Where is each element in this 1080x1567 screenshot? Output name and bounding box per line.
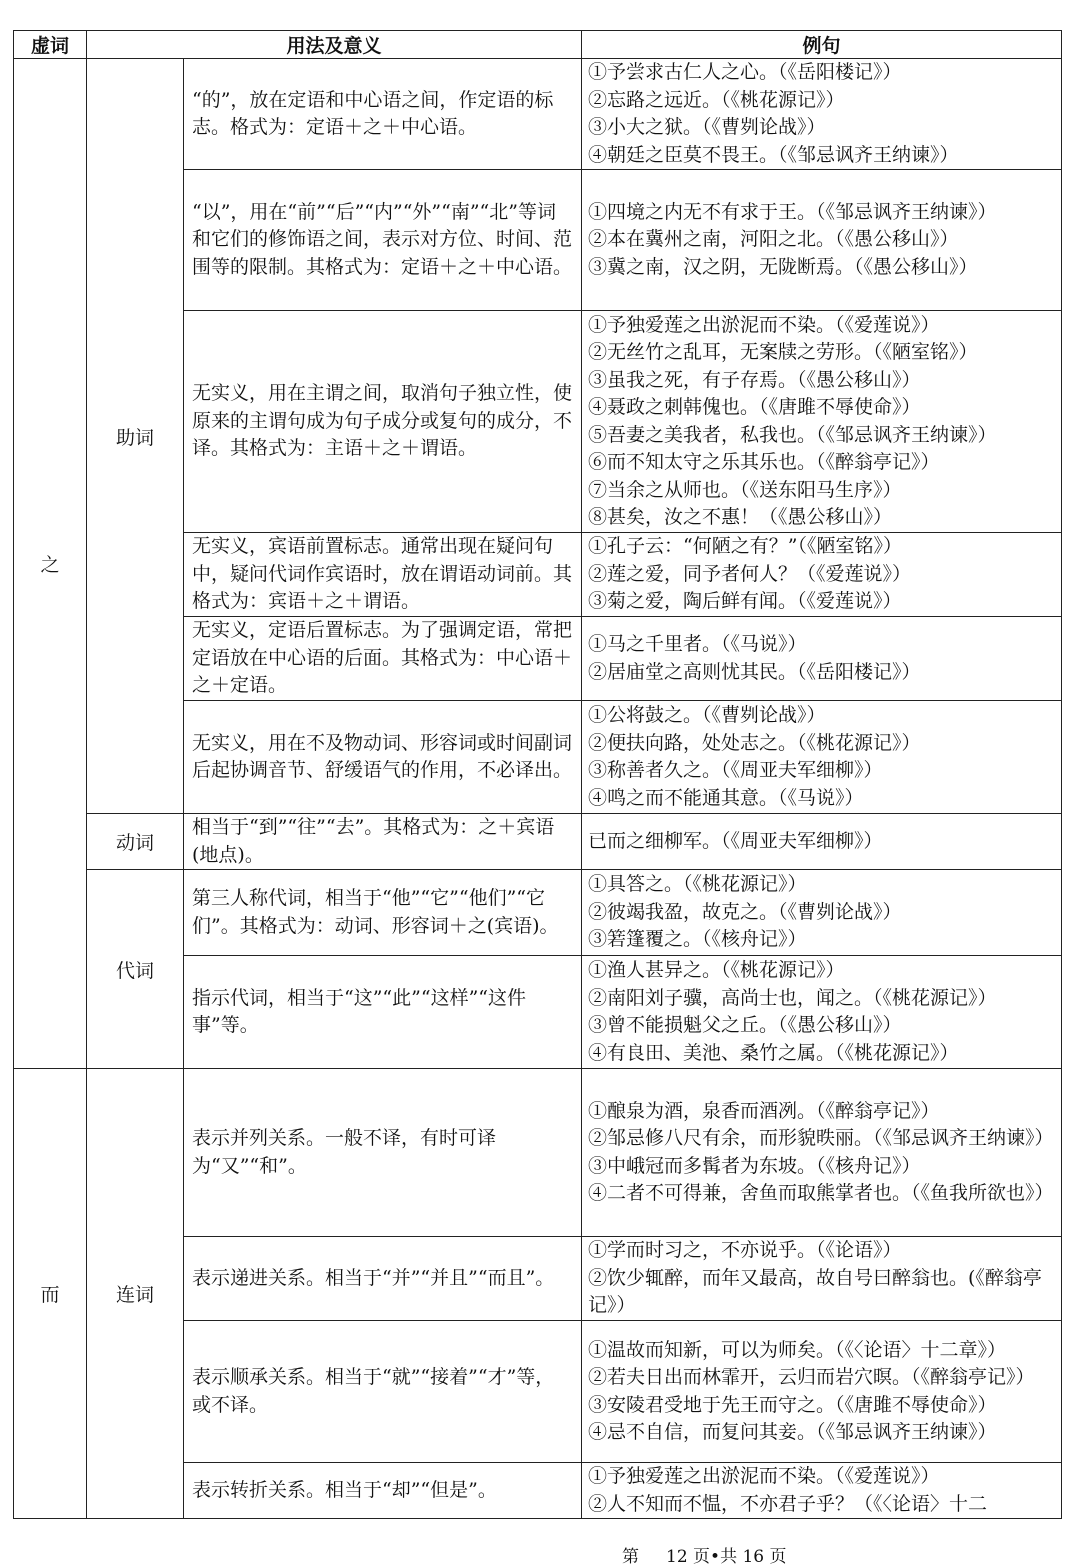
example-line: ③菊之爱，陶后鲜有闻。（《爱莲说》） — [588, 590, 902, 613]
examples-cell — [582, 59, 1062, 170]
example-line: ①孔子云：“何陋之有？”（《陋室铭》） — [588, 535, 902, 558]
example-line: ④二者不可得兼，舍鱼而取熊掌者也。（《鱼我所欲也》） — [588, 1182, 1054, 1204]
pos-lianci: 连词 — [87, 1069, 184, 1519]
example-line: ①予独爱莲之出淤泥而不染。（《爱莲说》） — [588, 1465, 940, 1487]
example-line: ①马之千里者。（《马说》） — [588, 633, 807, 655]
usage-cell: “以”，用在“前”“后”“内”“外”“南”“北”等词和它们的修饰语之间，表示对方位、时间、范围等的限制。其格式为：定语＋之＋中心语。 — [184, 170, 582, 311]
examples-cell — [582, 870, 1062, 956]
example-line: ④有良田、美池、桑竹之属。（《桃花源记》） — [588, 1041, 959, 1064]
example-line: ⑦当余之从师也。（《送东阳马生序》） — [588, 478, 902, 501]
usage-cell: 表示转折关系。相当于“却”“但是”。 — [184, 1463, 582, 1519]
example-line: ①温故而知新，可以为师矣。（《〈论语〉十二章》） — [588, 1338, 1007, 1361]
function-word-table — [13, 30, 1062, 1519]
examples-cell — [582, 1321, 1062, 1463]
example-line: ⑥而不知太守之乐其乐也。（《醉翁亭记》） — [588, 451, 940, 473]
example-line: 已而之细柳军。（《周亚夫军细柳》） — [588, 829, 883, 852]
example-line: ②人不知而不愠，不亦君子乎？（《〈论语〉十二 — [588, 1492, 988, 1515]
example-line: ④聂政之刺韩傀也。（《唐雎不辱使命》） — [588, 396, 921, 418]
header-examples: 例句 — [582, 31, 1062, 59]
example-line: ②莲之爱，同予者何人？（《爱莲说》） — [588, 562, 912, 585]
example-line: ③中峨冠而多髯者为东坡。（《核舟记》） — [588, 1154, 921, 1177]
word-er: 而 — [14, 1069, 87, 1519]
example-line: ②便扶向路，处处志之。（《桃花源记》） — [588, 731, 921, 754]
page-footer: 第 12 页•共 16 页 — [622, 1547, 787, 1567]
usage-cell: 无实义，宾语前置标志。通常出现在疑问句中，疑问代词作宾语时，放在谓语动词前。其格式为：宾语＋之＋谓语。 — [184, 533, 582, 617]
example-line: ②本在冀州之南，河阳之北。（《愚公移山》） — [588, 228, 959, 251]
example-line: ①学而时习之，不亦说乎。（《论语》） — [588, 1239, 902, 1262]
example-line: ③箬篷覆之。（《核舟记》） — [588, 928, 807, 951]
pos-daici: 代词 — [87, 870, 184, 1069]
example-line: ②忘路之远近。（《桃花源记》） — [588, 88, 845, 111]
header-usage: 用法及意义 — [87, 31, 582, 59]
example-line: ②邹忌修八尺有余，而形貌昳丽。（《邹忌讽齐王纳谏》） — [588, 1127, 1054, 1149]
example-line: ④忌不自信，而复问其妾。（《邹忌讽齐王纳谏》） — [588, 1421, 997, 1443]
usage-cell: 无实义，定语后置标志。为了强调定语，常把定语放在中心语的后面。其格式为：中心语＋之＋定语。 — [184, 617, 582, 701]
example-line: ③虽我之死，有子存焉。（《愚公移山》） — [588, 368, 921, 391]
usage-cell: “的”，放在定语和中心语之间，作定语的标志。格式为：定语＋之＋中心语。 — [184, 59, 582, 170]
example-line: ⑤吾妻之美我者，私我也。（《邹忌讽齐王纳谏》） — [588, 423, 997, 446]
examples-cell — [582, 814, 1062, 870]
header-word: 虚词 — [14, 31, 87, 59]
example-line: ②彼竭我盈，故克之。（《曹刿论战》） — [588, 900, 902, 923]
example-line: ③安陵君受地于先王而守之。（《唐雎不辱使命》） — [588, 1393, 997, 1416]
examples-cell — [582, 533, 1062, 617]
example-line: ③冀之南，汉之阴，无陇断焉。（《愚公移山》） — [588, 255, 978, 278]
usage-cell: 表示顺承关系。相当于“就”“接着”“才”等，或不译。 — [184, 1321, 582, 1463]
example-line: ①具答之。（《桃花源记》） — [588, 873, 807, 896]
examples-cell — [582, 311, 1062, 533]
example-line: ①酿泉为酒，泉香而酒冽。（《醉翁亭记》） — [588, 1099, 940, 1122]
example-line: ①公将鼓之。（《曹刿论战》） — [588, 704, 826, 726]
usage-cell: 无实义，用在不及物动词、形容词或时间副词后起协调音节、舒缓语气的作用，不必译出。 — [184, 701, 582, 814]
usage-cell: 相当于“到”“往”“去”。其格式为：之＋宾语(地点)。 — [184, 814, 582, 870]
examples-cell — [582, 170, 1062, 311]
example-line: ②南阳刘子骥，高尚士也，闻之。（《桃花源记》） — [588, 986, 997, 1009]
example-line: ②若夫日出而林霏开，云归而岩穴暝。（《醉翁亭记》） — [588, 1366, 1035, 1388]
example-line: ③曾不能损魁父之丘。（《愚公移山》） — [588, 1014, 902, 1036]
example-line: ④鸣之而不能通其意。（《马说》） — [588, 786, 864, 809]
example-line: ③称善者久之。（《周亚夫军细柳》） — [588, 759, 883, 781]
usage-cell: 表示递进关系。相当于“并”“并且”“而且”。 — [184, 1237, 582, 1321]
examples-cell — [582, 1069, 1062, 1237]
usage-cell: 无实义，用在主谓之间，取消句子独立性，使原来的主谓句成为句子成分或复句的成分，不译。其格式为：主语＋之＋谓语。 — [184, 311, 582, 533]
example-line: ③小大之狱。（《曹刿论战》） — [588, 116, 826, 138]
examples-cell — [582, 956, 1062, 1069]
example-line: ①渔人甚异之。（《桃花源记》） — [588, 959, 845, 981]
usage-cell: 表示并列关系。一般不译，有时可译为“又”“和”。 — [184, 1069, 582, 1237]
usage-cell: 指示代词，相当于“这”“此”“这样”“这件事”等。 — [184, 956, 582, 1069]
pos-dongci: 动词 — [87, 814, 184, 870]
example-line: ②居庙堂之高则忧其民。（《岳阳楼记》） — [588, 660, 921, 683]
word-zhi: 之 — [14, 59, 87, 1069]
examples-cell — [582, 1237, 1062, 1321]
example-line: ①予尝求古仁人之心。（《岳阳楼记》） — [588, 61, 902, 83]
pos-zhuci: 助词 — [87, 59, 184, 814]
example-line: ①四境之内无不有求于王。（《邹忌讽齐王纳谏》） — [588, 200, 997, 223]
example-line: ⑧甚矣，汝之不惠！（《愚公移山》） — [588, 506, 893, 528]
examples-cell — [582, 617, 1062, 701]
examples-cell — [582, 1463, 1062, 1519]
usage-cell: 第三人称代词，相当于“他”“它”“他们”“它们”。其格式为：动词、形容词＋之(宾语)。 — [184, 870, 582, 956]
example-line: ②饮少辄醉，而年又最高，故自号曰醉翁也。(《醉翁亭记》） — [588, 1266, 1042, 1317]
examples-cell — [582, 701, 1062, 814]
example-line: ①予独爱莲之出淤泥而不染。（《爱莲说》） — [588, 313, 940, 336]
example-line: ②无丝竹之乱耳，无案牍之劳形。（《陋室铭》） — [588, 341, 978, 363]
example-line: ④朝廷之臣莫不畏王。（《邹忌讽齐王纳谏》） — [588, 143, 959, 166]
